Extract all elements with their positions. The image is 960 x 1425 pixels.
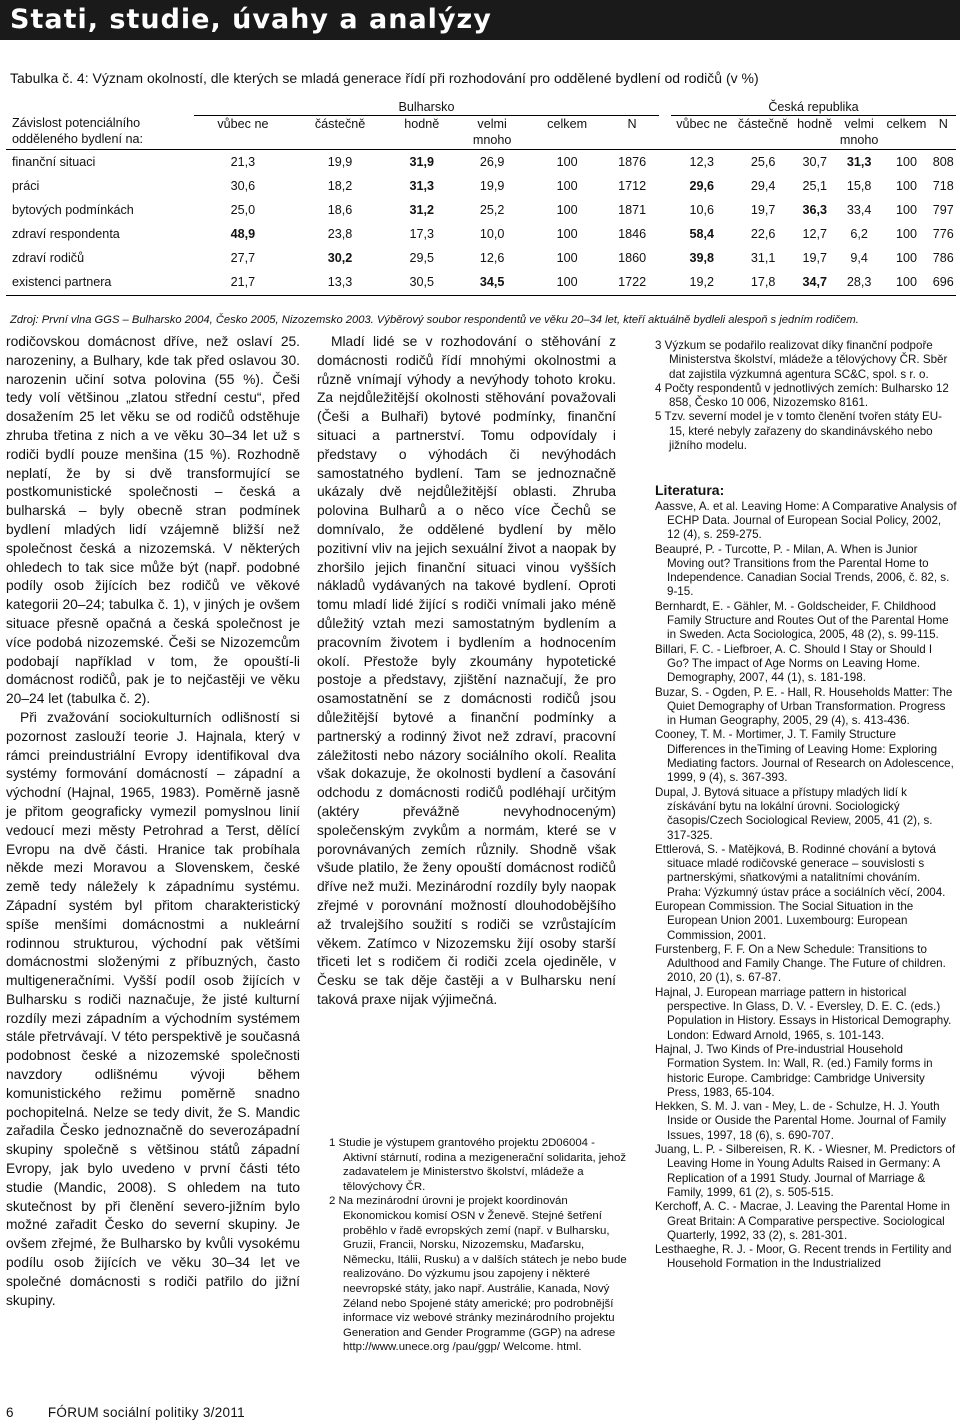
- table-cell: 21,3: [230, 154, 256, 169]
- column-header: [882, 116, 930, 149]
- column-header: [836, 116, 883, 149]
- column-header-label: N: [627, 117, 637, 131]
- table-cell: 1712: [618, 178, 647, 193]
- table-cell: 15,8: [846, 178, 872, 193]
- table-cell: 26,9: [479, 154, 505, 169]
- text-column-3: [655, 339, 957, 1272]
- column-header-label: mnoho: [839, 133, 879, 147]
- table-cell: 12,7: [802, 226, 827, 241]
- table-cell: 34,5: [479, 274, 505, 289]
- column-header-label: částečně: [737, 117, 789, 131]
- table-cell: 33,4: [846, 202, 872, 217]
- table-cell: 797: [932, 202, 954, 217]
- column-header-label: částečně: [314, 117, 366, 131]
- table-cell: 29,6: [689, 178, 715, 193]
- table-cell: 10,6: [689, 202, 715, 217]
- table-cell: 100: [556, 250, 578, 265]
- column-header: [388, 116, 455, 149]
- table-row: [6, 150, 956, 174]
- column-header-label: celkem: [886, 117, 927, 131]
- row-label: bytových podmínkách: [12, 202, 134, 217]
- table-cell: 29,5: [409, 250, 435, 265]
- column-header: [794, 116, 836, 149]
- table-cell: 25,1: [802, 178, 827, 193]
- column-header: [605, 116, 659, 149]
- reference-item: Billari, F. C. - Liefbroer, A. C. Should I Stay or Should I Go? The impact of Age Norms on Leaving Home. Demography, 2007, 44 (1), s. 181-198.: [655, 642, 933, 685]
- table-row: [6, 174, 956, 198]
- table-cell: 19,7: [802, 250, 827, 265]
- section-title: Stati, studie, úvahy a analýzy: [10, 4, 492, 35]
- table-cell: 39,8: [689, 250, 715, 265]
- reference-item: European Commission. The Social Situation in the European Union 2001. Luxembourg: European Commission, 2001.: [655, 899, 914, 942]
- table-cell: 25,2: [479, 202, 505, 217]
- reference-item: Cooney, T. M. - Mortimer, J. T. Family Structure Differences in theTiming of Leaving Home: Exploring Mediating factors. Journal of Research on Adolescence, 1999, 9 (4), s. 367-393.: [655, 728, 954, 785]
- table-group-header: [6, 99, 956, 116]
- table-body: [6, 150, 956, 294]
- column-header: [931, 116, 956, 149]
- paragraph: Mladí lidé se v rozhodování o stěhování z domácnosti rodičů řídí mnohými okolnostmi a různě vnímají výhody a nevýhody tohoto kroku. Za nejdůležitější okolnosti stěhování považovali (Češi a Bulhaři) bytové podmínky, finanční situaci a partnerství. Tomu odpovídaly i představy o výhodách či nevýhodách samostatného bydlení. Tam se jednoznačně ukázaly dvě nejdůležitější oblasti. Zhruba polovina Bulharů a o něco více Čechů se domnívalo, že oddělené bydlení by mělo pozitivní vliv na jejich sexuální život a naopak by zhoršilo jejich finanční situaci vinou vyšších nákladů vydávaných na takové bydlení. Oproti tomu mladí lidé žijící s rodiči vnímali jako méně důležitý vztah mezi samostatným bydlením a pracovním životem i bydlením a hodnocením okolí. Přestože byly zkoumány hypotetické postoje a představy, zjištění naznačují, že pro osamostatnění se z domácnosti rodičů jsou důležitější bytové a finanční podmínky a partnerský a rodinný život než zdraví, pracovní záležitosti nebo názory sociálního okolí. Realita však dokazuje, že okolnosti bydlení a časování odchodu z domácnosti rodičů podléhají určitým (aktéry převážně nevyhodnoceným) společenským zvykům a normám, které se v porovnávaných zemích různily. Shodně však všude platilo, že ženy opouští domácnost rodičů dříve než muži. Mezinárodní rozdíly byly naopak zřejmé v porovnání možností dlouhodobějšího až trvalejšího soužití s rodiči se vzrůstajícím věkem. Zatímco v Nizozemsku žijí osoby starší třiceti let s rodičem či rodiči zcela ojediněle, v Česku se tak děje častěji a v Bulharsku není taková praxe nijak výjimečná.: [317, 334, 616, 1007]
- table-cell: 58,4: [689, 226, 715, 241]
- reference-item: Aassve, A. et al. Leaving Home: A Comparative Analysis of ECHP Data. Journal of European Social Policy, 2002, 12 (4), s. 259-275.: [655, 499, 957, 542]
- table-cell: 12,3: [689, 154, 715, 169]
- column-header: [529, 116, 605, 149]
- table-source: Zdroj: První vlna GGS – Bulharsko 2004, Česko 2005, Nizozemsko 2003. Výběrový soubor respondentů ve věku 20–34 let, kteří aktuálně bydleli alespoň s jedním rodičem.: [10, 314, 859, 326]
- column-header: [671, 116, 733, 149]
- column-header-label: celkem: [547, 117, 588, 131]
- table-cell: 48,9: [230, 226, 256, 241]
- reference-item: Kerchoff, A. C. - Macrae, J. Leaving the Parental Home in Great Britain: A Comparative perspective. Sociological Quarterly, 1992, 33 (2), s. 281-301.: [655, 1200, 950, 1242]
- text-column-1: [6, 333, 300, 1310]
- table-caption: Tabulka č. 4: Význam okolností, dle kterých se mladá generace řídí při rozhodování pro oddělené bydlení od rodičů (v %): [10, 70, 759, 86]
- table-cell: 30,6: [230, 178, 256, 193]
- table-cell: 100: [556, 202, 578, 217]
- column-header-label: vůbec ne: [217, 117, 269, 131]
- table-row: [6, 246, 956, 270]
- table-cell: 18,6: [327, 202, 353, 217]
- table-cell: 19,7: [750, 202, 776, 217]
- data-table: [6, 99, 956, 296]
- table-cell: 19,9: [479, 178, 505, 193]
- paragraph: Při zvažování sociokulturních odlišností si pozornost zaslouží teorie J. Hajnala, který v rámci preindustriální Evropy identifikoval dva systémy formování domácností – západní a východní (Hajnal, 1965, 1983). Poměrně jasně je přitom geograficky vymezil pomyslnou linií vedoucí mezi městy Petrohrad a Terst, dělící Evropu na dvě části. Hranice tak probíhala někde mezi Moravou a Slovenskem, české země tedy náležely k západnímu systému. Západní systém byl přitom charakteristický spíše menšími domácnostmi a nukleární rodinnou strukturou, východní pak většími domácnostmi složenými z příbuzných, často multigeneračními. Vyšší podíl osob žijících v Bulharsku s rodiči naznačuje, že jisté kulturní rozdíly mezi západním a východním systémem stále přetrvávají. V této perspektivě je současná podobnost české a nizozemské společnosti navzdory odlišnému vývoji během komunistického režimu poměrně snadno pochopitelná. Nelze se tedy divit, že S. Mandic zařadila Česko jednoznačně do severozápadní skupiny společně s většinou států západní Evropy, jak bylo uvedeno v první části této studie (Mandic, 2008). S ohledem na tuto skutečnost by při členění severo-jižním bylo možné zařadit Česko do severní skupiny. Je ovšem zřejmé, že Bulharsko by kvůli vysokému podílu osob žijících ve věku 30–34 let ve společné domácnosti s rodiči patřilo do jižní skupiny.: [6, 709, 300, 1308]
- column-header-label: vůbec ne: [676, 117, 728, 131]
- table-cell: 100: [895, 202, 917, 217]
- table-cell: 21,7: [230, 274, 256, 289]
- table-row: [6, 198, 956, 222]
- table-cell: 25,0: [230, 202, 256, 217]
- table-cell: 31,1: [750, 250, 776, 265]
- reference-item: Ettlerová, S. - Matějková, B. Rodinné chování a bytová situace mladé rodičovské generace – souvislosti s partnerskými, sňatkovými a natalitními chováním. Praha: Výzkumný ústav práce a sociálních věcí, 2004.: [655, 842, 946, 899]
- footnote: 4 Počty respondentů v jednotlivých zemích: Bulharsko 12 858, Česko 10 006, Nizozemsko 8161.: [655, 381, 949, 410]
- table-cell: 100: [556, 226, 578, 241]
- table-cell: 29,4: [750, 178, 776, 193]
- table-cell: 776: [932, 226, 954, 241]
- table-cell: 100: [556, 178, 578, 193]
- table-cell: 31,9: [409, 154, 435, 169]
- reference-list: [655, 500, 957, 1272]
- reference-item: Juang, L. P. - Silbereisen, R. K. - Wiesner, M. Predictors of Leaving Home in Young Adults Raised in Germany: A Replication of a 1991 Study. Journal of Marriage & Family, 1999, 61 (2), s. 505-515.: [655, 1143, 956, 1199]
- row-header-line1: Závislost potenciálního: [12, 116, 141, 130]
- paragraph: rodičovskou domácnost dříve, než oslaví 25. narozeniny, a Bulhary, kde tak před oslavou 30. narozenin učiní sotva polovina (55 %). Češi tedy volí většinou „zlatou střední cestu“, před dosažením 25 let věku se od rodičů odstěhuje zhruba třetina z nich a ve věku 30–34 let už s rodiči bydlí pouze menšina (15 %). Rozhodně neplatí, že by si dvě transformující se postkomunistické společnosti – česká a bulharská – byly obecně stran podmínek bydlení mladých lidí vzájemně bližší než společnost česká a nizozemská. V některých ohledech to tak sice může být (např. podobné podíly osob žijících bez rodičů ve věkové kategorii 20–24; tabulka č. 1), v jiných je ovšem situace přesně opačná a česká společnost je více podobá nizozemské. Češi se Nizozemcům podobají například v tom, že opouští-li domácnost rodičů, pak je to nejčastěji ve věku 20–24 let (tabulka č. 2).: [6, 334, 300, 707]
- table-cell: 10,0: [479, 226, 505, 241]
- section-header: [0, 0, 960, 40]
- row-label: existenci partnera: [12, 274, 112, 289]
- table-cell: 18,2: [327, 178, 353, 193]
- table-cell: 100: [895, 178, 917, 193]
- row-header: [6, 99, 194, 148]
- table-cell: 100: [895, 154, 917, 169]
- table-cell: 6,2: [850, 226, 868, 241]
- table-cell: 36,3: [802, 202, 827, 217]
- table-cell: 1722: [618, 274, 647, 289]
- page-number: 6: [6, 1405, 14, 1420]
- column-header-label: mnoho: [472, 133, 512, 147]
- column-header-label: velmi: [477, 117, 507, 131]
- table-cell: 27,7: [230, 250, 256, 265]
- row-label: práci: [12, 178, 40, 193]
- table-cell: 1846: [618, 226, 647, 241]
- column-header: [292, 116, 388, 149]
- table-row: [6, 270, 956, 294]
- table-cell: 100: [556, 274, 578, 289]
- table-cell: 19,9: [327, 154, 353, 169]
- footnotes: [329, 1136, 629, 1355]
- reference-item: Buzar, S. - Ogden, P. E. - Hall, R. Households Matter: The Quiet Demography of Urban Transformation. Progress in Human Geography, 2005, 29 (4), s. 413-436.: [655, 685, 953, 728]
- group-bulharsko: Bulharsko: [194, 99, 659, 116]
- column-header: [733, 116, 794, 149]
- table-cell: 718: [932, 178, 954, 193]
- footnote: 2 Na mezinárodní úrovni je projekt koordinován Ekonomickou komisí OSN v Ženevě. Stejné šetření proběhlo v řadě evropských zemí (např. v Bulharsku, Gruzii, Francii, Norsku, Nizozemsku, Maďarsku, Německu, Itálii, Rusku) a v dalších státech je nebo bude realizováno. Do výzkumu jsou zapojeny i některé neevropské státy, jako např. Austrálie, Kanada, Nový Zéland nebo Spojené státy americké; pro podrobnější informace viz webové stránky mezinárodního projektu Generation and Gender Programme (GGP) na adrese http://www.unece.org /pau/ggp/ Welcome. html.: [329, 1195, 627, 1354]
- reference-item: Hekken, S. M. J. van - Mey, L. de - Schulze, H. J. Youth Inside or Ouside the Parental Home. Journal of Family Issues, 1997, 18 (6), s. 690-707.: [655, 1100, 947, 1142]
- table-cell: 696: [932, 274, 954, 289]
- table-cell: 100: [895, 274, 917, 289]
- reference-item: Hajnal, J. European marriage pattern in historical perspective. In Glass, D. V. - Eversley, D. E. C. (eds.) Population in History. Essays in Historical Demography. London: Edward Arnold, 1965, s. 101-143.: [655, 985, 952, 1042]
- table-cell: 30,7: [802, 154, 827, 169]
- table-cell: 17,8: [750, 274, 776, 289]
- journal-name: FÓRUM sociální politiky 3/2011: [47, 1405, 245, 1420]
- row-header-line2: odděleného bydlení na:: [12, 132, 143, 146]
- table-cell: 100: [895, 226, 917, 241]
- table-cell: 28,3: [846, 274, 872, 289]
- footnote: 1 Studie je výstupem grantového projektu 2D06004 - Aktivní stárnutí, rodina a mezigenerační solidarita, jehož zadavatelem je Ministerstvo školství, mládeže a tělovýchovy ČR.: [329, 1137, 627, 1193]
- literature-title: Literatura:: [655, 482, 725, 499]
- table-cell: 100: [895, 250, 917, 265]
- column-header-label: velmi: [844, 117, 874, 131]
- group-ceska-republika: Česká republika: [671, 99, 956, 116]
- row-label: zdraví rodičů: [12, 250, 85, 265]
- table-cell: 30,5: [409, 274, 435, 289]
- table-cell: 22,6: [750, 226, 776, 241]
- column-header-label: N: [938, 117, 948, 131]
- table-cell: 30,2: [327, 250, 353, 265]
- table-cell: 1871: [618, 202, 647, 217]
- table-row: [6, 222, 956, 246]
- table-cell: 13,3: [327, 274, 353, 289]
- column-header: [194, 116, 292, 149]
- reference-item: Dupal, J. Bytová situace a přístupy mladých lidí k získávání bytu na lokální úrovni. Sociologický časopis/Czech Sociological Review, 2005, 41 (2), s. 317-325.: [655, 785, 933, 842]
- table-cell: 34,7: [802, 274, 827, 289]
- footnote: 5 Tzv. severní model je v tomto členění tvořen státy EU-15, které nebyly zařazeny do skandinávského nebo jižního modelu.: [655, 410, 942, 453]
- table-cell: 1876: [618, 154, 647, 169]
- reference-item: Beaupré, P. - Turcotte, P. - Milan, A. When is Junior Moving out? Transitions from the Parental Home to Independence. Canadian Social Trends, 2006, č. 82, s. 9-15.: [655, 542, 950, 599]
- table-cell: 19,2: [689, 274, 715, 289]
- text-column-2: [317, 333, 616, 1010]
- column-header: [455, 116, 529, 149]
- reference-item: Hajnal, J. Two Kinds of Pre-industrial Household Formation System. In: Wall, R. (ed.) Family forms in historic Europe. Cambridge: Cambridge University Press, 1983, 65-104.: [655, 1042, 933, 1099]
- table-cell: 31,3: [846, 154, 872, 169]
- table-cell: 786: [932, 250, 954, 265]
- table-cell: 9,4: [850, 250, 868, 265]
- table-cell: 31,3: [409, 178, 435, 193]
- column-header-label: hodně: [797, 117, 833, 131]
- reference-item: Lesthaeghe, R. J. - Moor, G. Recent trends in Fertility and Household Formation in the Industrialized: [655, 1243, 952, 1271]
- table-cell: 100: [556, 154, 578, 169]
- table-cell: 25,6: [750, 154, 776, 169]
- table-cell: 31,2: [409, 202, 435, 217]
- table-cell: 17,3: [409, 226, 435, 241]
- table-cell: 12,6: [479, 250, 505, 265]
- row-label: finanční situaci: [12, 154, 96, 169]
- column-header-label: hodně: [404, 117, 440, 131]
- footnote: 3 Výzkum se podařilo realizovat díky finanční podpoře Ministerstva školství, mládeže a tělovýchovy ČR. Sběr dat zajistila výzkumná agentura SC&C, spol. s r. o.: [655, 339, 948, 381]
- page-footer: [6, 1405, 245, 1420]
- table-cell: 23,8: [327, 226, 353, 241]
- row-label: zdraví respondenta: [12, 226, 120, 241]
- reference-item: Bernhardt, E. - Gähler, M. - Goldscheider, F. Childhood Family Structure and Routes Out of the Parental Home in Sweden. Acta Sociologica, 2005, 48 (2), s. 99-115.: [655, 599, 949, 642]
- table-cell: 808: [932, 154, 954, 169]
- table-cell: 1860: [618, 250, 647, 265]
- reference-item: Furstenberg, F. F. On a New Schedule: Transitions to Adulthood and Family Change. The Future of children. 2010, 20 (1), s. 67-87.: [655, 942, 946, 985]
